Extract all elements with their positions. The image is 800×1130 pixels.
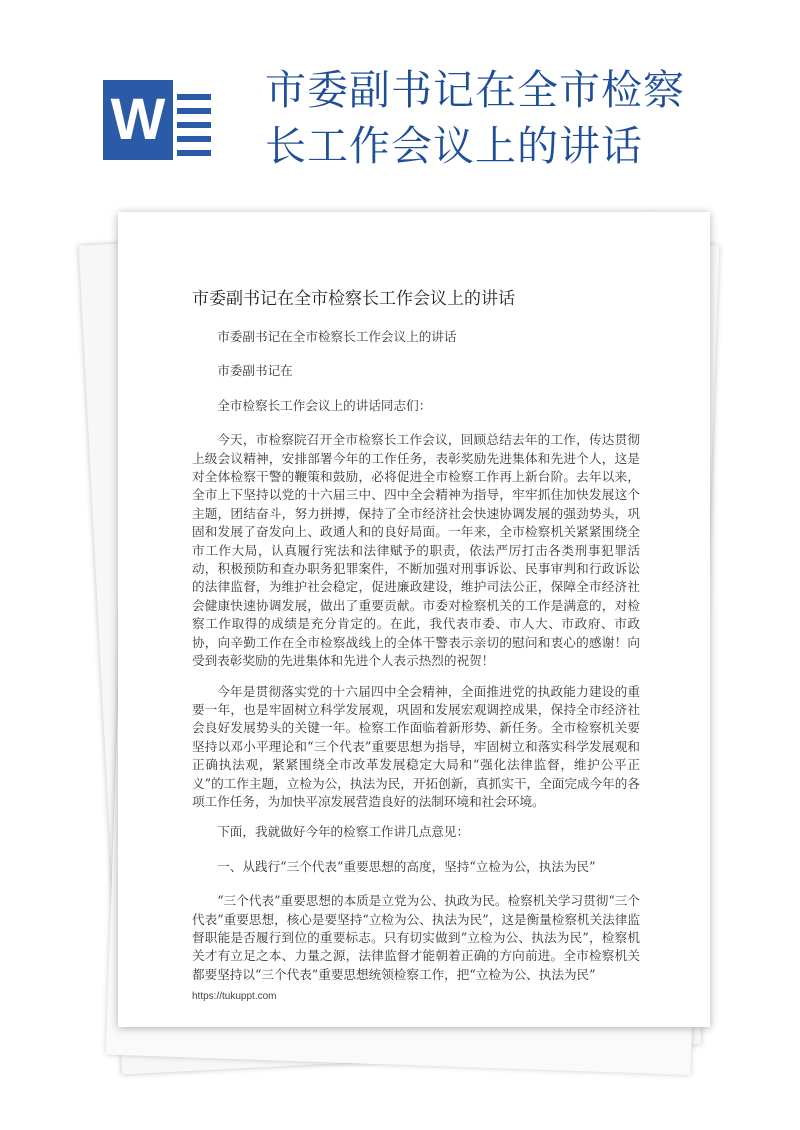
- document-title: 市委副书记在全市检察长工作会议上的讲话: [192, 289, 515, 309]
- paragraph: “三个代表”重要思想的本质是立党为公、执政为民。检察机关学习贯彻“三个代表”重要思想，核心是要坚持“立检为公、执法为民”，这是衡量检察机关法律监督职能是否履行到位的重要标志。只有切实做到“立检为公、执法为民”，检察机关才有立足之本、力量之源，法律监督才能朝着正确的方向前进。全市检察机关都要坚持以“三个代表”重要思想统领检察工作，把“立检为公、执法为民”: [192, 893, 640, 982]
- banner-title-line2: 长工作会议上的讲话: [265, 122, 643, 170]
- paragraph: 市委副书记在全市检察长工作会议上的讲话: [217, 329, 457, 344]
- banner-title: [265, 62, 785, 174]
- paragraph: 下面，我就做好今年的检察工作讲几点意见：: [217, 824, 470, 840]
- paragraph: 全市检察长工作会议上的讲话同志们：: [217, 397, 432, 413]
- section-heading: 一、从践行“三个代表”重要思想的高度，坚持“立检为公，执法为民”: [217, 858, 596, 874]
- paragraph: 今天，市检察院召开全市检察长工作会议，回顾总结去年的工作，传达贯彻上级会议精神，安排部署今年的工作任务，表彰奖励先进集体和先进个人，这是对全体检察干警的鞭策和鼓励，必将促进全市检察工作再上新台阶。去年以来，全市上下坚持以党的十六届三中、四中全会精神为指导，牢牢抓住加快发展这个主题，团结奋斗，努力拼搏，保持了全市经济社会快速协调发展的强劲势头，巩固和发展了奋发向上、政通人和的良好局面。一年来，全市检察机关紧紧围绕全市工作大局，认真履行宪法和法律赋予的职责，依法严厉打击各类刑事犯罪活动，积极预防和查办职务犯罪案件，不断加强对刑事诉讼、民事审判和行政诉讼的法律监督，为维护社会稳定，促进廉政建设，维护司法公正，保障全市经济社会健康快速协调发展，做出了重要贡献。市委对检察机关的工作是满意的，对检察工作取得的成绩是充分肯定的。在此，我代表市委、市人大、市政府、市政协，向辛勤工作在全市检察战线上的全体干警表示亲切的慰问和衷心的感谢！向受到表彰奖励的先进集体和先进个人表示热烈的祝贺！: [192, 432, 640, 669]
- document-page: [118, 212, 710, 1027]
- paragraph: 今年是贯彻落实党的十六届四中全会精神，全面推进党的执政能力建设的重要一年，也是牢固树立科学发展观，巩固和发展宏观调控成果，保持全市经济社会良好发展势头的关键一年。检察工作面临着新形势、新任务。全市检察机关要坚持以邓小平理论和“三个代表”重要思想为指导，牢固树立和落实科学发展观和正确执法观，紧紧围绕全市改革发展稳定大局和“强化法律监督，维护公平正义”的工作主题，立检为公，执法为民，开拓创新，真抓实干，全面完成今年的各项工作任务，为加快平凉发展营造良好的法制环境和社会环境。: [192, 683, 640, 809]
- word-document-icon: [103, 72, 218, 172]
- footer-url: https://tukuppt.com: [192, 991, 277, 1002]
- paragraph: 市委副书记在: [217, 363, 293, 379]
- banner-title-line1: 市委副书记在全市检察: [265, 66, 685, 114]
- word-logo-letter: W: [103, 80, 173, 160]
- banner-header: [0, 0, 800, 200]
- document-body: [192, 328, 640, 996]
